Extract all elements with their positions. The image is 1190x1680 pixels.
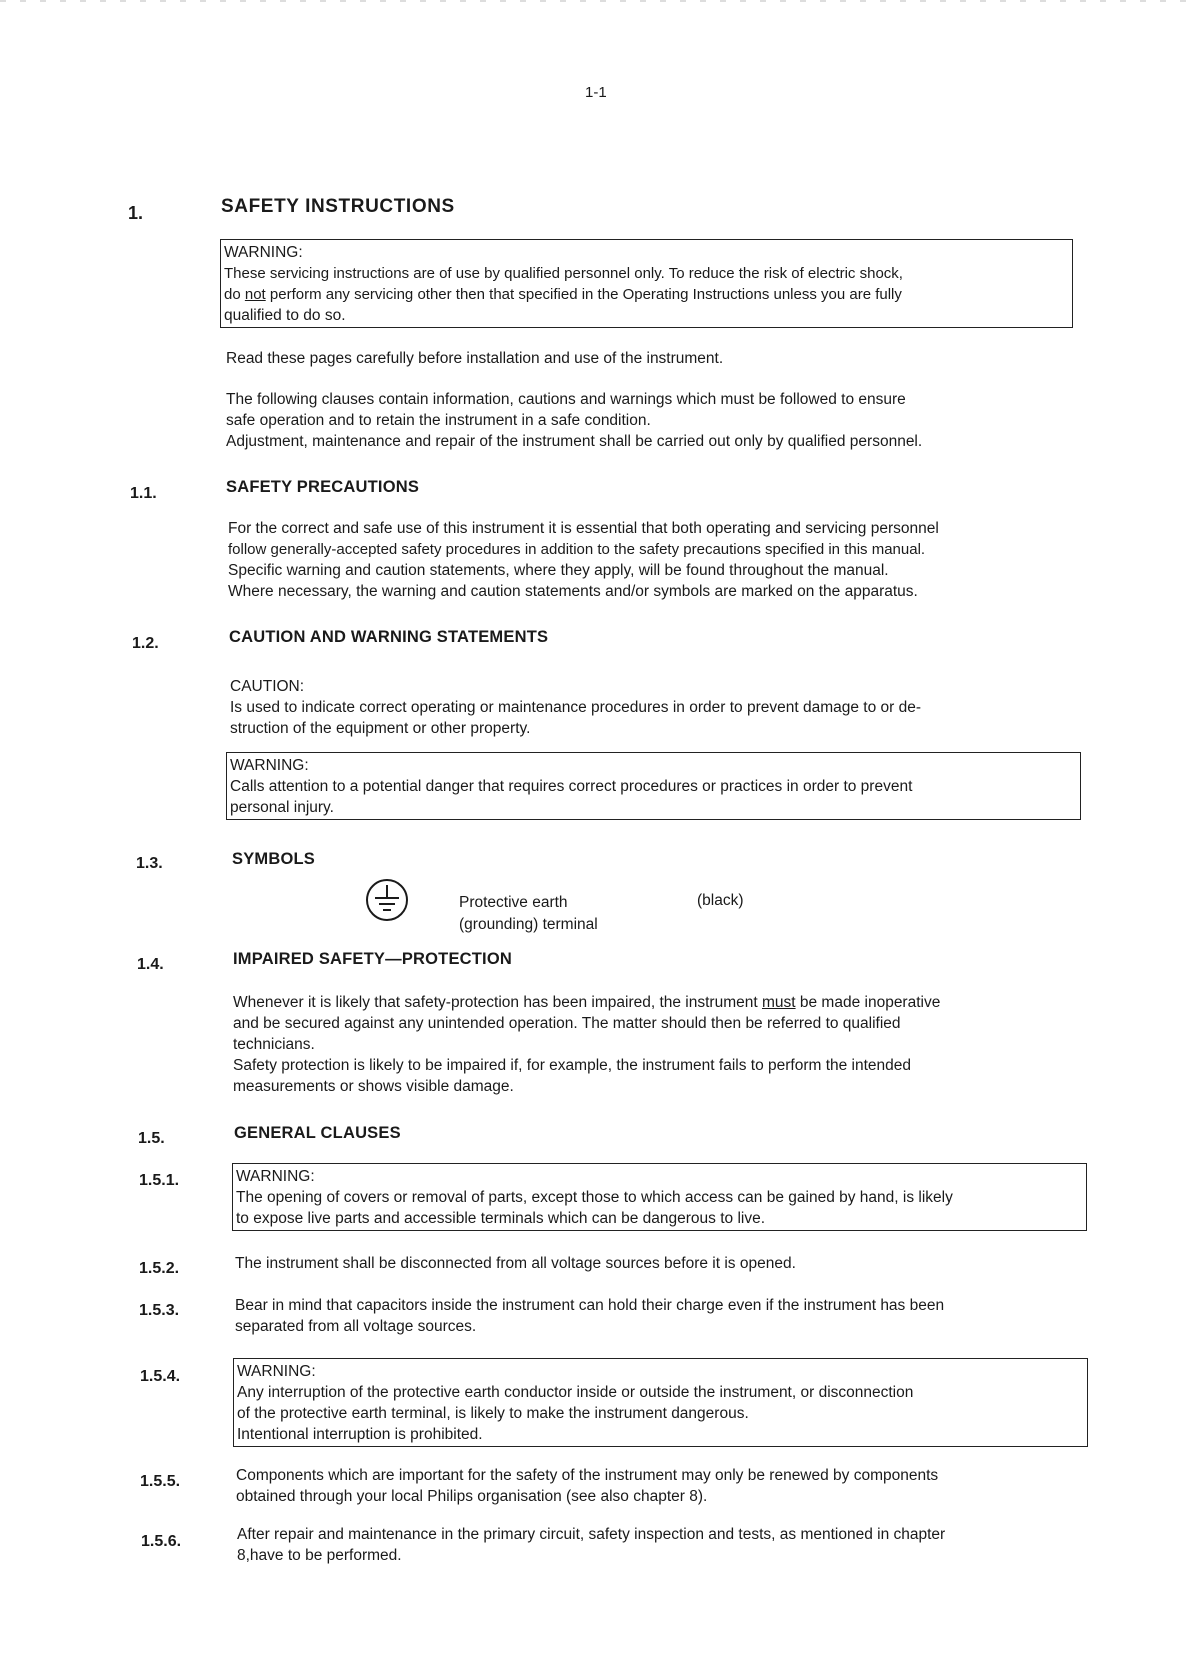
- warning-label: WARNING:: [237, 1363, 316, 1380]
- safety-precautions-text: [228, 518, 939, 602]
- text-line: obtained through your local Philips organisation (see also chapter 8).: [236, 1488, 708, 1505]
- warning-line: of the protective earth terminal, is likely to make the instrument dangerous.: [237, 1405, 749, 1422]
- warning-label: WARNING:: [230, 757, 309, 774]
- text-line: For the correct and safe use of this instrument it is essential that both operating and servicing personnel: [228, 520, 939, 537]
- page-number: 1-1: [585, 84, 607, 101]
- text-line: separated from all voltage sources.: [235, 1318, 477, 1335]
- intro-line: Adjustment, maintenance and repair of the instrument shall be carried out only by qualified personnel.: [226, 433, 923, 450]
- warning-box-statement: [226, 752, 1081, 820]
- section-heading: CAUTION AND WARNING STATEMENTS: [229, 628, 549, 646]
- text-line: struction of the equipment or other property.: [230, 720, 531, 737]
- section-number: 1.3.: [136, 855, 163, 872]
- section-number: 1.1.: [130, 485, 157, 502]
- warning-line: Calls attention to a potential danger that requires correct procedures or practices in order to prevent: [230, 778, 913, 795]
- intro-line: The following clauses contain information, cautions and warnings which must be followed to ensure: [226, 391, 906, 408]
- warning-line: to expose live parts and accessible terminals which can be dangerous to live.: [236, 1210, 766, 1227]
- intro-line: Read these pages carefully before installation and use of the instrument.: [226, 350, 724, 367]
- warning-box-earth: [233, 1358, 1088, 1447]
- intro-paragraph-2: [226, 389, 922, 452]
- clause-text: [237, 1524, 945, 1566]
- text-line: Safety protection is likely to be impaired if, for example, the instrument fails to perform the intended: [233, 1057, 912, 1074]
- section-heading: GENERAL CLAUSES: [234, 1124, 401, 1142]
- warning-line: do not perform any servicing other then that specified in the Operating Instructions unless you are fully: [224, 286, 902, 303]
- text-line: The instrument shall be disconnected from all voltage sources before it is opened.: [235, 1255, 796, 1272]
- text-line: and be secured against any unintended operation. The matter should then be referred to qualified: [233, 1015, 901, 1032]
- symbol-label-line: Protective earth: [459, 894, 568, 911]
- text-line: Components which are important for the safety of the instrument may only be renewed by components: [236, 1467, 939, 1484]
- text-line: follow generally-accepted safety procedures in addition to the safety precautions specified in this manual.: [228, 541, 926, 558]
- section-heading: SYMBOLS: [232, 850, 315, 868]
- text-line: 8,have to be performed.: [237, 1547, 402, 1564]
- warning-line: The opening of covers or removal of parts, except those to which access can be gained by hand, is likely: [236, 1189, 953, 1206]
- section-number: 1.5.3.: [139, 1302, 180, 1319]
- protective-earth-icon: [364, 877, 410, 923]
- section-number: 1.5.6.: [141, 1533, 182, 1550]
- symbol-label: [459, 892, 598, 936]
- section-heading: IMPAIRED SAFETY—PROTECTION: [233, 950, 512, 968]
- warning-line: These servicing instructions are of use by qualified personnel only. To reduce the risk of electric shock,: [224, 265, 903, 282]
- intro-paragraph: [226, 348, 723, 369]
- emphasis-not: not: [244, 286, 266, 303]
- section-heading: SAFETY PRECAUTIONS: [226, 478, 420, 496]
- text-line: technicians.: [233, 1036, 315, 1053]
- section-number: 1.5.: [138, 1130, 165, 1147]
- warning-box-main: [220, 239, 1073, 328]
- scan-edge-artifact: [0, 0, 1190, 4]
- text-line: Where necessary, the warning and caution statements and/or symbols are marked on the apparatus.: [228, 583, 918, 600]
- section-number: 1.: [128, 203, 144, 223]
- intro-line: safe operation and to retain the instrument in a safe condition.: [226, 412, 651, 429]
- symbol-label-line: (grounding) terminal: [459, 916, 598, 933]
- text-line: Whenever it is likely that safety-protection has been impaired, the instrument must be made inoperative: [233, 994, 941, 1011]
- warning-label: WARNING:: [236, 1168, 315, 1185]
- text-line: Specific warning and caution statements, where they apply, will be found throughout the manual.: [228, 562, 889, 579]
- impaired-safety-text: [233, 992, 940, 1097]
- warning-line: Intentional interruption is prohibited.: [237, 1426, 483, 1443]
- text-line: Bear in mind that capacitors inside the instrument can hold their charge even if the instrument has been: [235, 1297, 945, 1314]
- warning-line: qualified to do so.: [224, 307, 346, 324]
- clause-text: [235, 1253, 796, 1274]
- symbol-color: (black): [697, 892, 744, 909]
- warning-label: WARNING:: [224, 244, 303, 261]
- clause-text: [236, 1465, 938, 1507]
- page-title: SAFETY INSTRUCTIONS: [221, 196, 455, 217]
- emphasis-must: must: [761, 994, 796, 1011]
- section-number: 1.2.: [132, 635, 159, 652]
- clause-text: [235, 1295, 944, 1337]
- section-number: 1.5.4.: [140, 1368, 181, 1385]
- section-number: 1.4.: [137, 956, 164, 973]
- caution-statement: [230, 676, 921, 739]
- section-number: 1.5.5.: [140, 1473, 181, 1490]
- text-line: measurements or shows visible damage.: [233, 1078, 514, 1095]
- warning-box-covers: [232, 1163, 1087, 1231]
- warning-line: Any interruption of the protective earth conductor inside or outside the instrument, or disconnection: [237, 1384, 914, 1401]
- warning-line: personal injury.: [230, 799, 334, 816]
- caution-label: CAUTION:: [230, 678, 305, 695]
- text-line: After repair and maintenance in the primary circuit, safety inspection and tests, as mentioned in chapter: [237, 1526, 946, 1543]
- section-number: 1.5.2.: [139, 1260, 180, 1277]
- section-number: 1.5.1.: [139, 1172, 180, 1189]
- text-line: Is used to indicate correct operating or maintenance procedures in order to prevent damage to or de-: [230, 699, 922, 716]
